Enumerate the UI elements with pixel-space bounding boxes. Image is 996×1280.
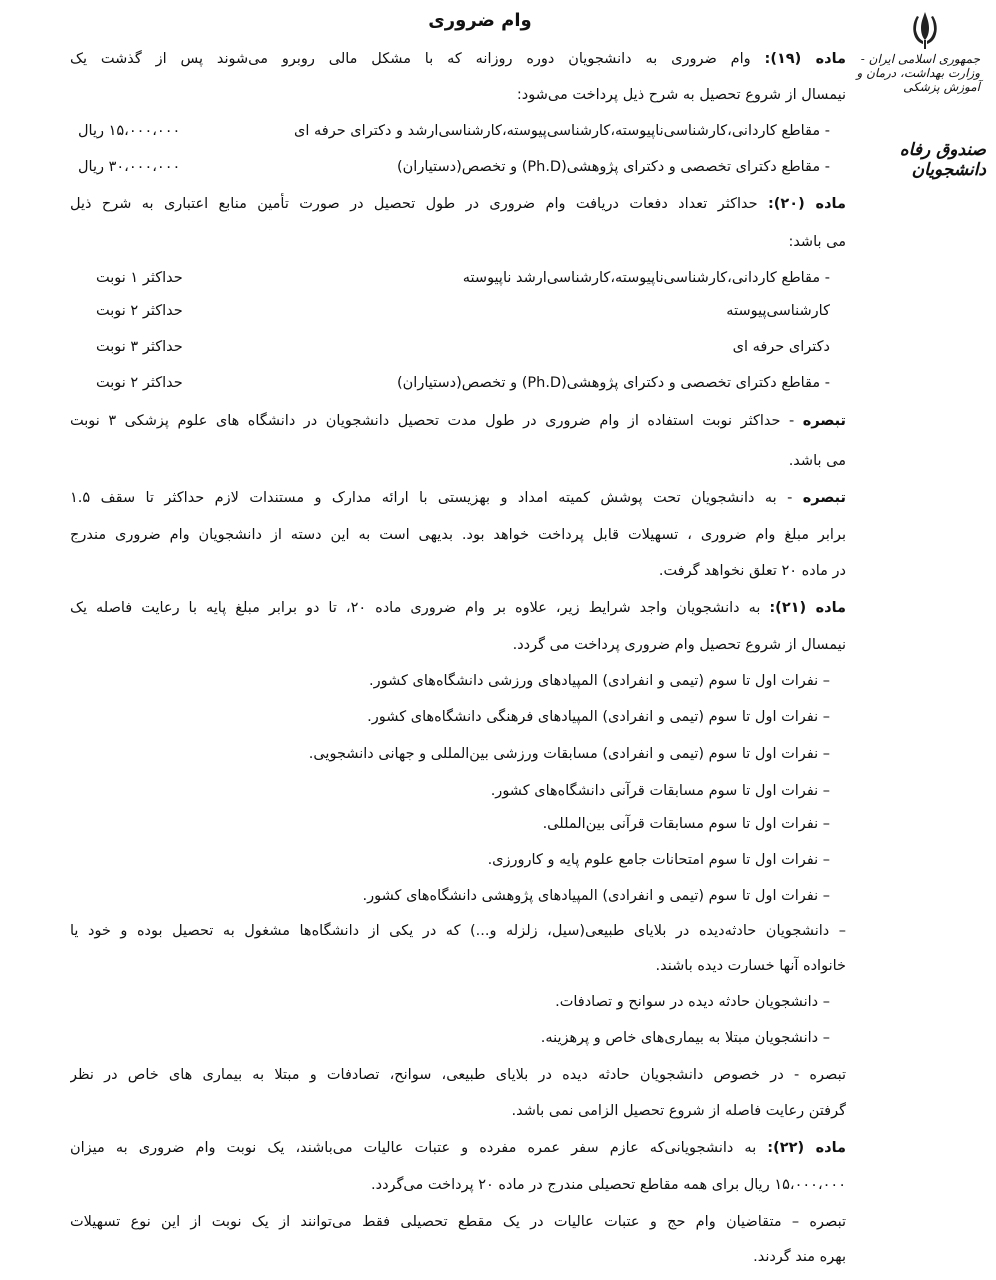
line-text: – نفرات اول تا سوم (تیمی و انفرادی) المپیادهای ورزشی دانشگاه‌های کشور. xyxy=(368,673,830,689)
amount-1: ۱۵،۰۰۰،۰۰۰ ریال xyxy=(78,123,181,139)
line-text: - مقاطع کاردانی،کارشناسی‌ناپیوسته،کارشناسی‌ارشد ناپیوسته xyxy=(462,270,830,286)
text-line xyxy=(70,700,830,734)
text-line xyxy=(70,444,846,478)
text-line xyxy=(70,949,846,983)
text-line xyxy=(70,914,846,948)
text-line xyxy=(70,591,846,625)
line-text: به دانشجویان واجد شرایط زیر، علاوه بر وام ضروری ماده ۲۰، تا دو برابر مبلغ پایه با رعایت فاصله یک xyxy=(70,600,770,616)
text-line xyxy=(70,1131,846,1165)
line-text: به دانشجویانی‌که عازم سفر عمره مفرده و عتبات عالیات می‌باشند، یک نوبت وام ضروری به میزان xyxy=(70,1140,768,1156)
line-text: – نفرات اول تا سوم مسابقات قرآنی دانشگاه‌های کشور. xyxy=(490,783,830,799)
line-text: - به دانشجویان تحت پوشش کمیته امداد و بهزیستی با ارائه مدارک و مستندات لازم حداکثر تا سقف ۱.۵ xyxy=(70,490,803,506)
text-line xyxy=(70,1058,846,1092)
text-line xyxy=(70,1168,846,1202)
line-text: تبصره - در خصوص دانشجویان حادثه دیده در بلایای طبیعی، سوانح، تصادفات و مبتلا به بیماری های خاص در نظر xyxy=(70,1067,846,1083)
text-line xyxy=(70,187,846,221)
line-text: – دانشجویان مبتلا به بیماری‌های خاص و پرهزینه. xyxy=(540,1030,830,1046)
article-label: ماده (۱۹): xyxy=(764,51,846,67)
line-text: تبصره – متقاضیان وام حج و عتبات عالیات در یک مقطع تحصیلی فقط می‌توانند از یک نوبت از این نوع تسهیلات xyxy=(70,1214,846,1230)
line-text: – نفرات اول تا سوم (تیمی و انفرادی) المپیادهای فرهنگی دانشگاه‌های کشور. xyxy=(367,709,830,725)
line-text: حداکثر تعداد دفعات دریافت وام ضروری در طول تحصیل در صورت تأمین منابع اعتباری به شرح ذیل xyxy=(70,196,768,212)
logo xyxy=(850,10,990,180)
line-text: برابر مبلغ وام ضروری ، تسهیلات قابل پرداخت خواهد بود. بدیهی است به این دسته از دانشجویان وام ضروری مندرج xyxy=(70,527,846,543)
text-line xyxy=(70,737,830,771)
text-line xyxy=(70,481,846,515)
line-text: وام ضروری به دانشجویان دوره روزانه که با مشکل مالی روبرو می‌شوند پس از گذشت یک xyxy=(70,51,765,67)
line-text: – نفرات اول تا سوم امتحانات جامع علوم پایه و کارورزی. xyxy=(487,852,830,868)
amount-2: ۳۰،۰۰۰،۰۰۰ ریال xyxy=(78,159,181,175)
line-text: خانواده آنها خسارت دیده باشند. xyxy=(655,958,846,974)
text-line xyxy=(70,554,846,588)
line-text: نیمسال از شروع تحصیل وام ضروری پرداخت می گردد. xyxy=(512,637,846,653)
text-line xyxy=(70,628,846,662)
text-line xyxy=(70,1240,846,1274)
text-line xyxy=(70,985,830,1019)
line-text: - مقاطع دکترای تخصصی و دکترای پژوهشی(Ph.D) و تخصص(دستیاران) xyxy=(397,159,830,175)
article-label: ماده (۲۲): xyxy=(767,1140,846,1156)
text-line xyxy=(70,225,846,259)
line-text: - مقاطع کاردانی،کارشناسی‌ناپیوسته،کارشناسی‌پیوسته،کارشناسی‌ارشد و دکترای حرفه ای xyxy=(294,123,830,139)
page-title: وام ضروری xyxy=(428,10,532,31)
line-text: ۱۵،۰۰۰،۰۰۰ ریال برای همه مقاطع تحصیلی مندرج در ماده ۲۰ پرداخت می‌گردد. xyxy=(371,1177,846,1193)
line-text: – دانشجویان حادثه دیده در سوانح و تصادفات. xyxy=(555,994,830,1010)
text-line xyxy=(70,774,830,808)
text-line xyxy=(70,664,830,698)
text-line xyxy=(70,42,846,76)
line-text: دکترای حرفه ای xyxy=(732,339,830,355)
text-line xyxy=(70,404,846,438)
line-text: می باشد. xyxy=(788,453,846,469)
text-line xyxy=(70,1205,846,1239)
line-text: - مقاطع دکترای تخصصی و دکترای پژوهشی(Ph.D) و تخصص(دستیاران) xyxy=(397,375,830,391)
line-text: بهره مند گردند. xyxy=(753,1249,846,1265)
text-line xyxy=(70,518,846,552)
count-3: حداکثر ۳ نوبت xyxy=(96,339,183,355)
article-label: ماده (۲۱): xyxy=(769,600,846,616)
ministry-name: جمهوری اسلامی ایران - وزارت بهداشت، درمان و آموزش پزشکی xyxy=(856,52,980,94)
count-4: حداکثر ۲ نوبت xyxy=(96,375,183,391)
fund-name: صندوق رفاه دانشجویان xyxy=(899,140,986,180)
text-line xyxy=(70,879,830,913)
line-text: نیمسال از شروع تحصیل به شرح ذیل پرداخت می‌شود: xyxy=(516,87,846,103)
line-text: – نفرات اول تا سوم (تیمی و انفرادی) المپیادهای پژوهشی دانشگاه‌های کشور. xyxy=(362,888,830,904)
line-text: – دانشجویان حادثه‌دیده در بلایای طبیعی(سیل، زلزله و...) که در یکی از دانشگاه‌ها مشغول به تحصیل بوده و خود یا xyxy=(70,923,846,939)
line-text: کارشناسی‌پیوسته xyxy=(726,303,830,319)
text-line xyxy=(70,807,830,841)
line-text: در ماده ۲۰ تعلق نخواهد گرفت. xyxy=(658,563,846,579)
count-2: حداکثر ۲ نوبت xyxy=(96,303,183,319)
iran-emblem-icon xyxy=(907,10,943,50)
article-label: ماده (۲۰): xyxy=(767,196,846,212)
line-text: – نفرات اول تا سوم (تیمی و انفرادی) مسابقات ورزشی بین‌المللی و جهانی دانشجویی. xyxy=(308,746,830,762)
line-text: می باشد: xyxy=(788,234,846,250)
line-text: گرفتن رعایت فاصله از شروع تحصیل الزامی نمی باشد. xyxy=(511,1103,846,1119)
line-text: – نفرات اول تا سوم مسابقات قرآنی بین‌المللی. xyxy=(542,816,830,832)
line-text: - حداکثر نوبت استفاده از وام ضروری در طول مدت تحصیل دانشجویان در دانشگاه های علوم پزشکی ۳ نوبت xyxy=(70,413,803,429)
article-label: تبصره xyxy=(802,490,846,506)
text-line xyxy=(70,78,846,112)
count-1: حداکثر ۱ نوبت xyxy=(96,270,183,286)
text-line xyxy=(70,1094,846,1128)
text-line xyxy=(70,843,830,877)
article-label: تبصره xyxy=(802,413,846,429)
text-line xyxy=(70,1021,830,1055)
